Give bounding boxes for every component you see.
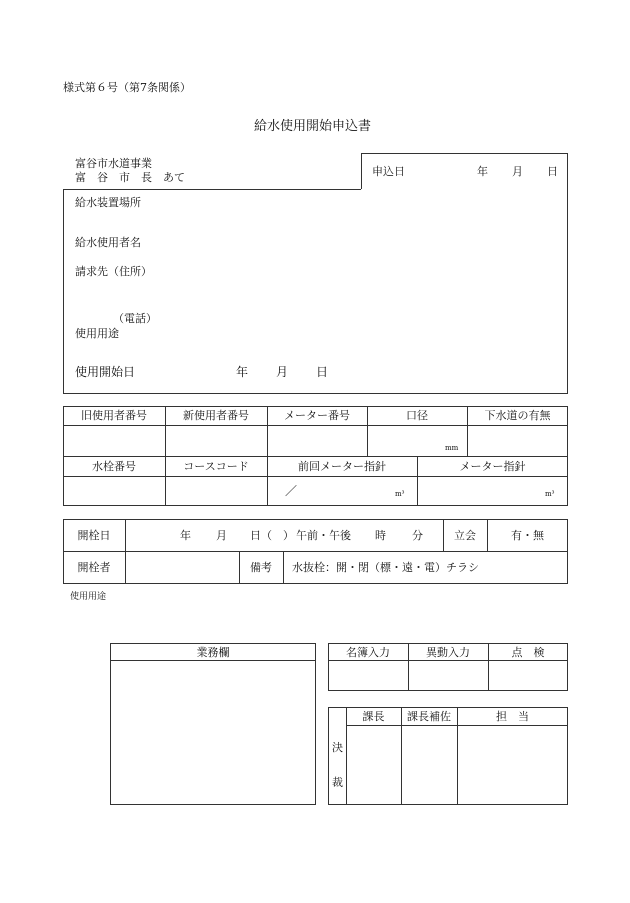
- application-day[interactable]: 日: [547, 165, 558, 178]
- header-old-user-no: 旧使用者番号: [81, 409, 147, 422]
- opening-minute[interactable]: 分: [412, 529, 423, 542]
- business-label: 業務欄: [196, 646, 230, 659]
- addressee-line2: 富 谷 市 長 あて: [75, 171, 185, 184]
- location-label: 給水装置場所: [75, 196, 141, 209]
- addressee-line1: 富谷市水道事業: [75, 157, 152, 170]
- reading-m3-unit: m³: [545, 490, 555, 498]
- application-date-label: 申込日: [372, 165, 405, 178]
- remarks-label: 備考: [250, 561, 272, 574]
- user-name-label: 給水使用者名: [75, 236, 141, 249]
- start-day[interactable]: 日: [316, 365, 329, 379]
- header-sewer: 下水道の有無: [484, 409, 551, 422]
- header-new-user-no: 新使用者番号: [183, 409, 249, 422]
- decision-char-1: 決: [332, 741, 343, 754]
- application-month[interactable]: 月: [512, 165, 523, 178]
- start-month[interactable]: 月: [276, 365, 289, 379]
- opening-ampm[interactable]: 午前・午後: [296, 529, 351, 542]
- assistant-chief-label: 課長補佐: [407, 710, 451, 723]
- header-course-code: コースコード: [183, 460, 249, 473]
- registry-input-label: 名簿入力: [346, 646, 390, 659]
- header-faucet-no: 水栓番号: [92, 460, 136, 473]
- header-caliber: 口径: [406, 409, 428, 422]
- attend-value[interactable]: 有・無: [511, 529, 544, 542]
- application-year[interactable]: 年: [477, 165, 488, 178]
- header-prev-meter: 前回メーター指針: [298, 460, 386, 473]
- inspection-label: 点 検: [511, 646, 545, 659]
- opening-day[interactable]: 日（ ）: [250, 529, 294, 542]
- change-input-label: 異動入力: [426, 646, 470, 659]
- prev-m3-unit: m³: [395, 490, 405, 498]
- business-field: [110, 643, 316, 805]
- purpose-label: 使用用途: [75, 327, 119, 340]
- section-chief-label: 課長: [362, 710, 385, 723]
- caliber-unit: mm: [445, 444, 459, 452]
- opening-year[interactable]: 年: [180, 529, 191, 542]
- staff-label: 担 当: [496, 710, 529, 723]
- usage-note: 使用用途: [70, 592, 107, 602]
- form-number: 様式第６号（第7条関係）: [63, 81, 191, 94]
- decision-char-2: 裁: [332, 776, 343, 789]
- header-meter-no: メーター番号: [284, 409, 350, 422]
- start-year[interactable]: 年: [236, 365, 249, 379]
- header-meter-reading: メーター指針: [459, 460, 526, 473]
- opening-date-label: 開栓日: [77, 529, 111, 542]
- phone-label: （電話）: [113, 312, 157, 325]
- remarks-value[interactable]: 水抜栓：開・閉（標・遠・電）チラシ: [292, 561, 479, 574]
- billing-label: 請求先（住所）: [75, 265, 152, 278]
- opening-hour[interactable]: 時: [375, 529, 386, 542]
- slash-mark: ／: [285, 484, 298, 498]
- attend-label: 立会: [454, 529, 476, 542]
- start-date-label: 使用開始日: [75, 365, 136, 379]
- page-title: 給水使用開始申込書: [254, 119, 372, 134]
- opener-label: 開栓者: [77, 561, 111, 574]
- opening-month[interactable]: 月: [216, 529, 227, 542]
